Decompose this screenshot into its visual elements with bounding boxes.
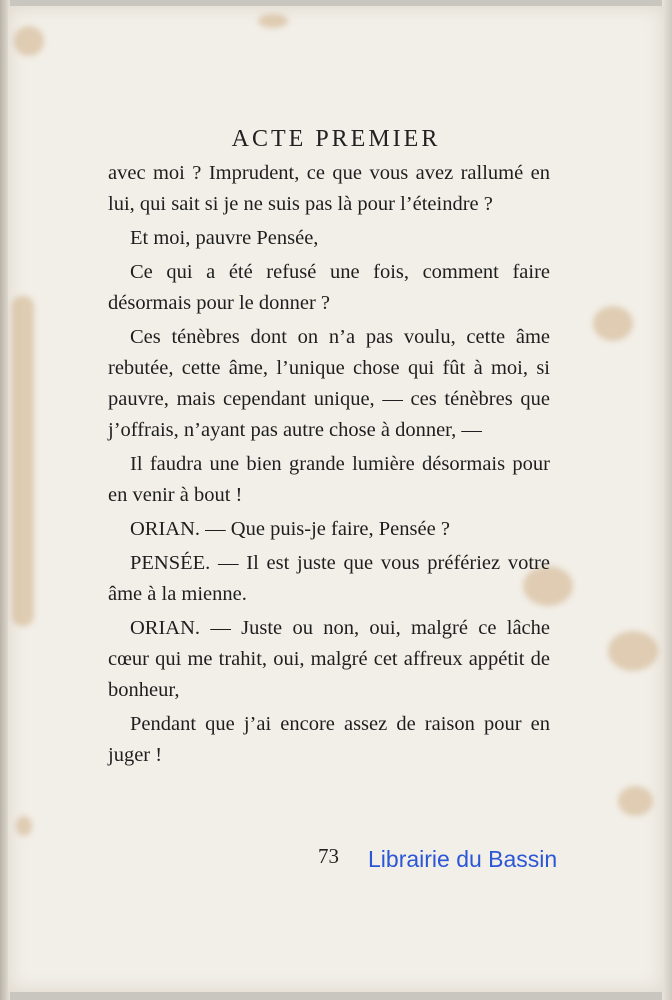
foxing-stain [618,786,653,816]
foxing-stain [12,296,34,626]
paragraph: PENSÉE. — Il est juste que vous préfériez votre âme à la mienne. [108,552,550,605]
foxing-stain [16,816,32,836]
paragraph: Ces ténèbres dont on n’a pas voulu, cette âme rebutée, cette âme, l’unique chose qui fût à moi, si pauvre, mais cependant unique, — ces ténèbres que j’offrais, n’ayant pas autre chose à donner, — [108,326,550,441]
paragraph: Il faudra une bien grande lumière désormais pour en venir à bout ! [108,453,550,506]
watermark: Librairie du Bassin [368,846,558,872]
foxing-stain [608,631,658,671]
paragraph: Pendant que j’ai encore assez de raison pour en juger ! [108,713,550,766]
foxing-stain [258,14,288,28]
foxing-stain [593,306,633,341]
running-header: ACTE PREMIER [231,126,441,152]
foxing-stain [14,26,44,56]
body-text [108,158,550,774]
paragraph: Ce qui a été refusé une fois, comment faire désormais pour le donner ? [108,261,550,314]
page-number: 73 [318,844,339,868]
book-page [8,6,664,992]
paragraph: ORIAN. — Que puis-je faire, Pensée ? [130,518,450,540]
paragraph: avec moi ? Imprudent, ce que vous avez rallumé en lui, qui sait si je ne suis pas là pour l’éteindre ? [108,162,550,215]
paragraph: ORIAN. — Juste ou non, oui, malgré ce lâche cœur qui me trahit, oui, malgré cet affreux appétit de bonheur, [108,617,550,701]
paragraph: Et moi, pauvre Pensée, [130,227,319,249]
